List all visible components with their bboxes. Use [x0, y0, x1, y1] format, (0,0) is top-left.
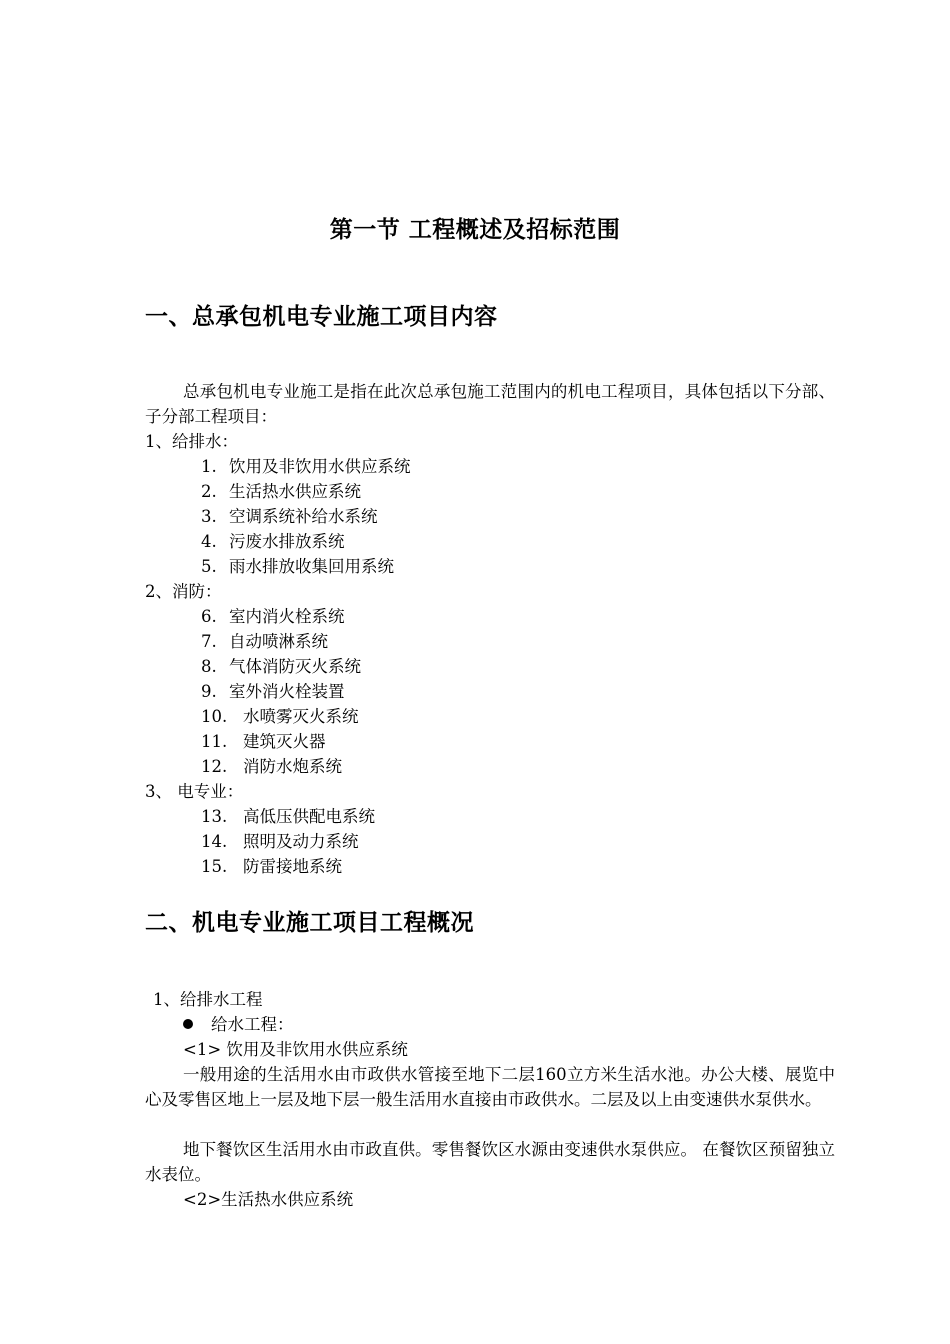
item-number: 7. — [201, 632, 217, 651]
item-number: 8. — [201, 657, 217, 676]
item-text: 室外消火栓装置 — [229, 682, 345, 701]
group-label-fire: 2、消防： — [145, 582, 222, 601]
item-text: 气体消防灭火系统 — [229, 657, 361, 676]
item-title: <1> 饮用及非饮用水供应系统 — [183, 1040, 408, 1059]
list-item — [201, 654, 361, 679]
item-text: 饮用及非饮用水供应系统 — [229, 457, 411, 476]
item-number: 3. — [201, 507, 217, 526]
list-item — [201, 704, 359, 729]
list-item — [201, 754, 342, 779]
item-number: 2. — [201, 482, 217, 501]
item-number: 1. — [201, 457, 217, 476]
item-number: 12. — [201, 757, 228, 776]
item-number: 9. — [201, 682, 217, 701]
body-paragraph: 一般用途的生活用水由市政供水管接至地下二层160立方米生活水池。办公大楼、展览中心及零售区地上一层及地下层一般生活用水直接由市政供水。二层及以上由变速供水泵供水。 — [145, 1065, 835, 1109]
list-item — [201, 504, 378, 529]
list-item — [201, 529, 345, 554]
bullet-icon — [183, 1019, 193, 1029]
item-text: 防雷接地系统 — [243, 857, 342, 876]
item-text: 室内消火栓系统 — [229, 607, 345, 626]
bullet-item — [183, 1012, 294, 1037]
section-heading-1: 一、总承包机电专业施工项目内容 — [145, 304, 498, 330]
item-number: 4. — [201, 532, 217, 551]
page-title: 第一节 工程概述及招标范围 — [329, 217, 621, 243]
list-item — [201, 854, 342, 879]
item-number: 14. — [201, 832, 228, 851]
item-text: 消防水炮系统 — [243, 757, 342, 776]
list-item — [201, 829, 359, 854]
list-item — [201, 554, 394, 579]
item-text: 自动喷淋系统 — [229, 632, 328, 651]
subsection-heading: 1、给排水工程 — [153, 990, 263, 1009]
list-item — [201, 629, 328, 654]
item-number: 5. — [201, 557, 217, 576]
item-number: 13. — [201, 807, 228, 826]
body-paragraph: 地下餐饮区生活用水由市政直供。零售餐饮区水源由变速供水泵供应。 在餐饮区预留独立水表位。 — [145, 1140, 835, 1184]
section-heading-2: 二、机电专业施工项目工程概况 — [145, 910, 474, 936]
bullet-text: 给水工程： — [211, 1015, 294, 1034]
list-item — [201, 454, 411, 479]
intro-paragraph: 总承包机电专业施工是指在此次总承包施工范围内的机电工程项目，具体包括以下分部、子分部工程项目： — [145, 382, 835, 426]
item-number: 10. — [201, 707, 228, 726]
list-item — [201, 604, 345, 629]
item-text: 雨水排放收集回用系统 — [229, 557, 394, 576]
item-text: 建筑灭火器 — [243, 732, 326, 751]
list-item — [201, 679, 345, 704]
list-item — [201, 729, 326, 754]
item-number: 6. — [201, 607, 217, 626]
list-item — [201, 804, 375, 829]
item-title: <2>生活热水供应系统 — [183, 1190, 354, 1209]
item-text: 高低压供配电系统 — [243, 807, 375, 826]
group-label-water: 1、给排水： — [145, 432, 238, 451]
item-text: 空调系统补给水系统 — [229, 507, 378, 526]
item-text: 污废水排放系统 — [229, 532, 345, 551]
list-item — [201, 479, 361, 504]
item-text: 照明及动力系统 — [243, 832, 359, 851]
item-number: 15. — [201, 857, 228, 876]
item-number: 11. — [201, 732, 228, 751]
item-text: 生活热水供应系统 — [229, 482, 361, 501]
item-text: 水喷雾灭火系统 — [243, 707, 359, 726]
group-label-electrical: 3、 电专业： — [145, 782, 244, 801]
